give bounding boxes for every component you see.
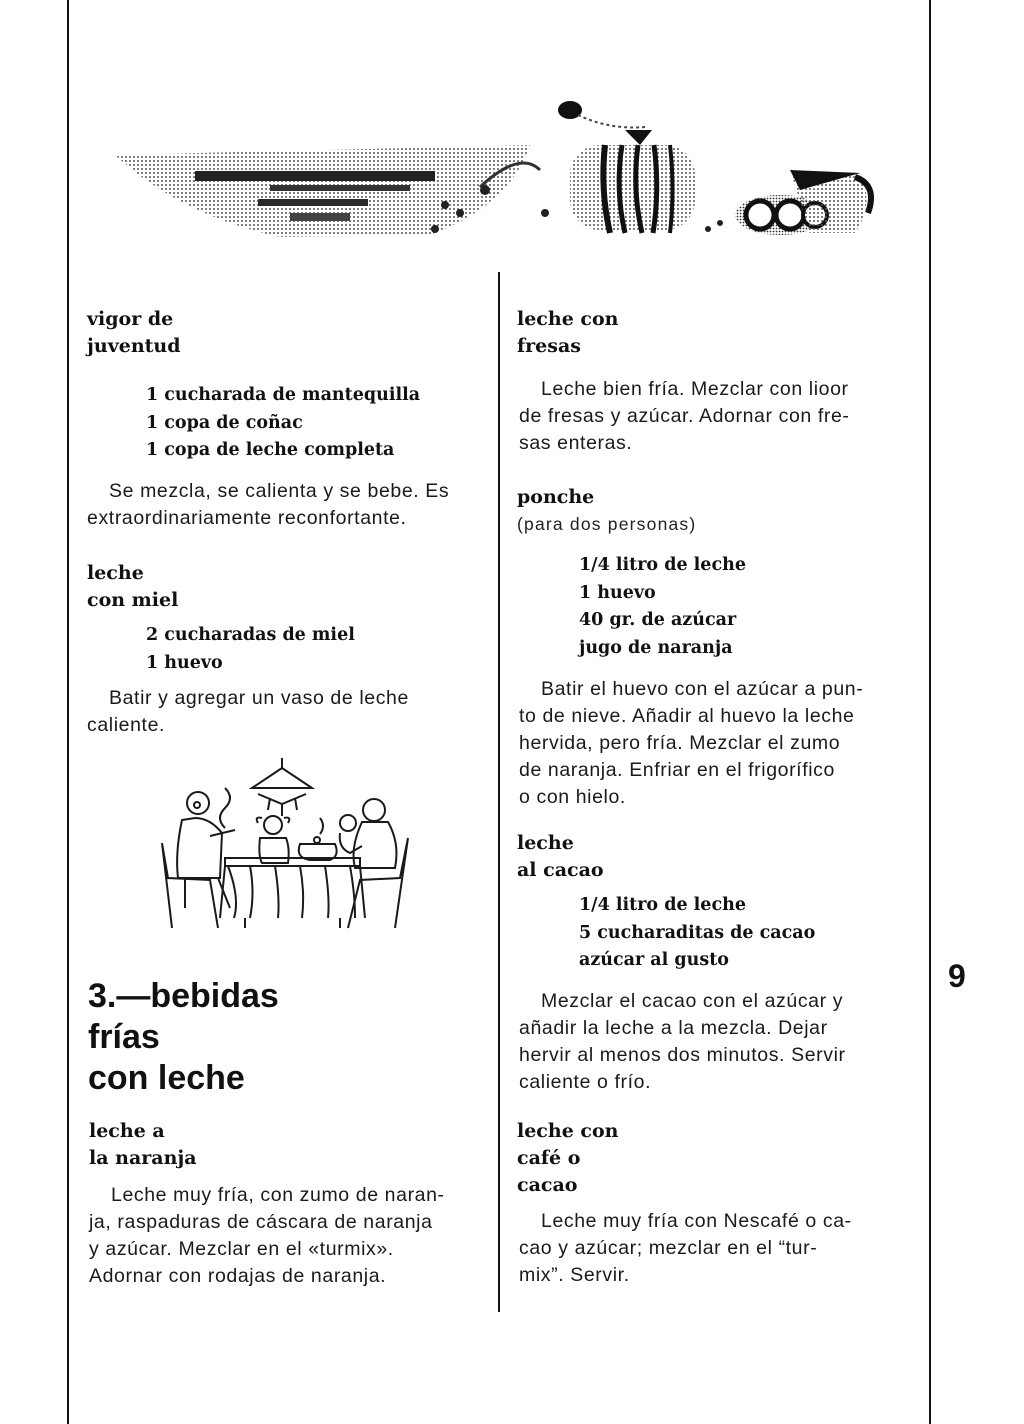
- instructions-ponche: Batir el huevo con el azúcar a pun- to de nieve. Añadir al huevo la leche hervida, pero fría. Mezclar el zumo de naranja. Enfriar en el frigorífico o con hielo.: [519, 678, 864, 808]
- ingredient-list-leche-cacao: [579, 892, 815, 975]
- section-heading: 3.—bebidas frías con leche: [88, 977, 279, 1097]
- ingredient-item: 1 cucharada de mantequilla: [146, 385, 421, 405]
- ingredient-item: 5 cucharaditas de cacao: [579, 922, 816, 943]
- instructions-leche-miel: Batir y agregar un vaso de leche caliente.: [87, 687, 409, 736]
- ingredient-list-ponche: [579, 552, 746, 662]
- ingredient-item: 1/4 litro de leche: [579, 895, 746, 915]
- recipe-title-leche-naranja: leche a la naranja: [89, 1120, 197, 1169]
- right-margin-rule: [929, 0, 931, 1424]
- ingredient-list-leche-miel: [146, 622, 355, 677]
- column-divider: [498, 272, 500, 1312]
- ingredient-item: 40 gr. de azúcar: [579, 610, 737, 630]
- recipe-title-leche-cacao: leche al cacao: [517, 832, 604, 881]
- instructions-leche-cafe: Leche muy fría con Nescafé o ca- cao y azúcar; mezclar en el “tur- mix”. Servir.: [519, 1210, 852, 1286]
- instructions-leche-naranja: Leche muy fría, con zumo de naran- ja, raspaduras de cáscara de naranja y azúcar. Mezclar en el «turmix». Adornar con rodajas de naranja.: [89, 1184, 445, 1287]
- ingredient-item: 1 copa de coñac: [146, 412, 303, 433]
- left-margin-rule: [67, 0, 69, 1424]
- ingredient-item: 1/4 litro de leche: [579, 555, 746, 575]
- recipe-title-leche-miel: leche con miel: [87, 562, 179, 611]
- ingredient-item: jugo de naranja: [579, 637, 733, 658]
- instructions-leche-cacao: Mezclar el cacao con el azúcar y añadir la leche a la mezcla. Dejar hervir al menos dos minutos. Servir caliente o frío.: [519, 990, 846, 1093]
- header-illustration: [100, 95, 890, 265]
- ingredient-item: azúcar al gusto: [579, 950, 729, 970]
- ingredient-list-vigor: [146, 382, 420, 465]
- ingredient-item: 1 huevo: [146, 652, 223, 673]
- ingredient-item: 2 cucharadas de miel: [146, 625, 355, 645]
- family-illustration: [150, 758, 415, 936]
- ingredient-item: 1 copa de leche completa: [146, 440, 395, 460]
- page-number: 9: [948, 958, 966, 994]
- instructions-leche-fresas: Leche bien fría. Mezclar con lioor de fresas y azúcar. Adornar con fre- sas enteras.: [519, 378, 850, 454]
- instructions-vigor: Se mezcla, se calienta y se bebe. Es extraordinariamente reconfortante.: [87, 480, 450, 529]
- recipe-title-leche-fresas: leche con fresas: [517, 308, 619, 357]
- recipe-title-leche-cafe: leche con café o cacao: [517, 1120, 619, 1196]
- ponche-subtitle: (para dos personas): [517, 514, 697, 534]
- recipe-title-vigor: vigor de juventud: [87, 308, 181, 357]
- ingredient-item: 1 huevo: [579, 582, 656, 603]
- recipe-title-ponche: ponche: [517, 486, 595, 508]
